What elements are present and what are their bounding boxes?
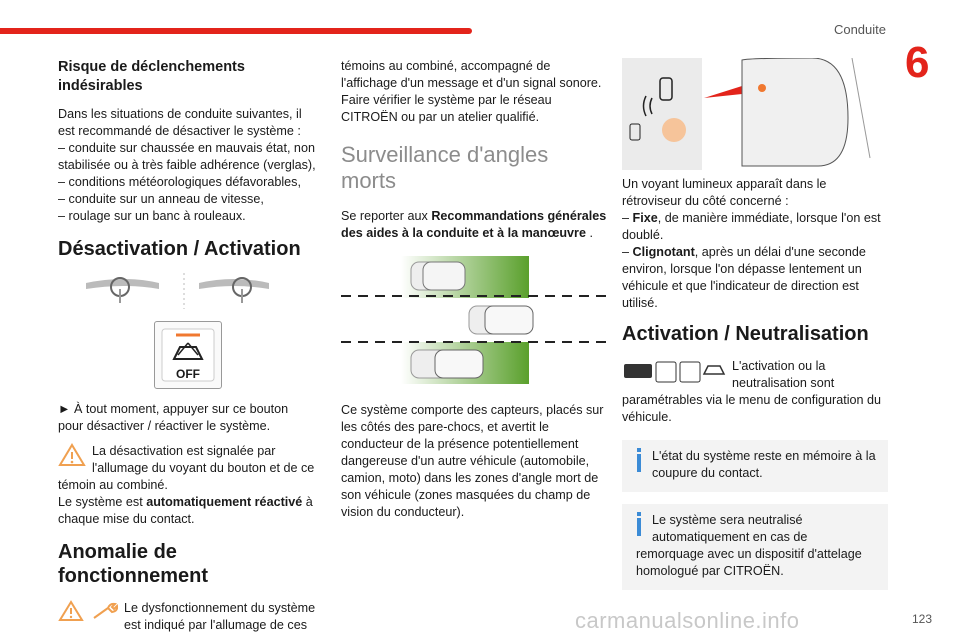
chapter-number: 6 <box>905 38 930 87</box>
auto-text-pre: Le système est <box>58 495 147 509</box>
column-middle <box>341 58 607 529</box>
off-label: OFF <box>176 367 200 381</box>
risk-item: – roulage sur un banc à rouleaux. <box>58 208 316 225</box>
watermark: carmanualsonline.info <box>575 608 800 633</box>
info-icon <box>636 448 642 474</box>
off-button-figure <box>154 321 222 389</box>
risk-heading: Risque de déclenchements indésirables <box>58 59 245 94</box>
activation-heading: Activation / Neutralisation <box>622 323 869 345</box>
risk-item: – conduite sur chaussée en mauvais état, non stabilisée ou à très faible adhérence (verglas), <box>58 140 316 174</box>
risk-item: – conditions météorologiques défavorables, <box>58 174 316 191</box>
blind-spot-lanes-figure <box>341 250 607 390</box>
fixe-item <box>622 210 888 244</box>
reference-bold: Recommandations générales des aides à la conduite et à la manœuvre <box>341 209 607 240</box>
auto-reactivation <box>58 494 316 528</box>
info-note-memory-text: L'état du système reste en mémoire à la coupure du contact. <box>652 449 876 480</box>
reference-post: . <box>585 226 593 240</box>
column-right <box>622 58 888 602</box>
auto-text-post: à chaque mise du contact. <box>58 495 313 526</box>
clignotant-bold: Clignotant <box>632 245 695 259</box>
risk-intro: Dans les situations de conduite suivantes, il est recommandé de désactiver le système : <box>58 107 302 138</box>
system-description: Ce système comporte des capteurs, placés sur les côtés des pare-chocs, et avertit le conducteur de la présence potentiellement dangereuse d'un autre véhicule (automobile, camion, moto) dans les zones d'angle mort de son véhicule (zones masquées du champ de vision du conducteur). <box>341 403 604 519</box>
info-icon <box>636 512 642 538</box>
activation-text: L'activation ou la neutralisation sont paramétrables via le menu de configuration du véhicule. <box>622 359 882 424</box>
column-left <box>58 58 316 634</box>
fixe-text: , de manière immédiate, lorsque l'on est doublé. <box>622 211 881 242</box>
light-text: Un voyant lumineux apparaît dans le rétroviseur du côté concerné : <box>622 177 827 208</box>
page-number: 123 <box>912 612 933 626</box>
car-center <box>469 306 533 334</box>
warning-triangle-icon <box>58 600 84 622</box>
settings-menu-icons <box>622 358 726 384</box>
reference-pre: Se reporter aux <box>341 209 432 223</box>
info-note-memory <box>622 440 888 492</box>
fixe-bold: Fixe <box>632 211 658 225</box>
continuation-text: témoins au combiné, accompagné de l'affichage d'un message et d'un signal sonore. <box>341 59 602 90</box>
reference-text <box>341 208 607 242</box>
deactivation-note-text: La désactivation est signalée par l'allumage du voyant du bouton et de ce témoin au combiné. <box>58 444 315 492</box>
anomaly-heading: Anomalie de fonctionnement <box>58 541 208 587</box>
activation-block <box>622 358 888 426</box>
top-accent-bar <box>0 28 472 34</box>
info-note-towing <box>622 504 888 590</box>
car-bottom <box>411 350 483 378</box>
check-text: Faire vérifier le système par le réseau CITROËN ou par un atelier qualifié. <box>341 93 552 124</box>
wrench-icon <box>90 600 118 622</box>
mirror-warning-figure <box>622 58 882 170</box>
warning-triangle-icon <box>58 443 86 467</box>
risk-item: – conduite sur un anneau de vitesse, <box>58 191 316 208</box>
anomaly-block <box>58 600 316 634</box>
auto-text-bold: automatiquement réactivé <box>146 495 303 509</box>
press-instruction: ► À tout moment, appuyer sur ce bouton pour désactiver / réactiver le système. <box>58 402 289 433</box>
car-top-left <box>411 262 465 290</box>
section-title: Conduite <box>833 22 886 37</box>
steering-wheel-figure <box>84 273 284 313</box>
clignotant-text: , après un délai d'une seconde environ, lorsque l'on dépasse lentement un véhicule et que l'indicateur de direction est utilisé. <box>622 245 866 310</box>
risk-list <box>58 140 316 225</box>
anomaly-text: Le dysfonctionnement du système est indiqué par l'allumage de ces <box>124 601 316 632</box>
info-note-towing-text: Le système sera neutralisé automatiquement en cas de remorquage avec un dispositif d'attelage homologué par CITROËN. <box>636 513 862 578</box>
blind-spot-heading: Surveillance d'angles morts <box>341 142 549 193</box>
deactivation-heading: Désactivation / Activation <box>58 238 301 260</box>
clignotant-item <box>622 244 888 312</box>
deactivation-note <box>58 443 316 494</box>
